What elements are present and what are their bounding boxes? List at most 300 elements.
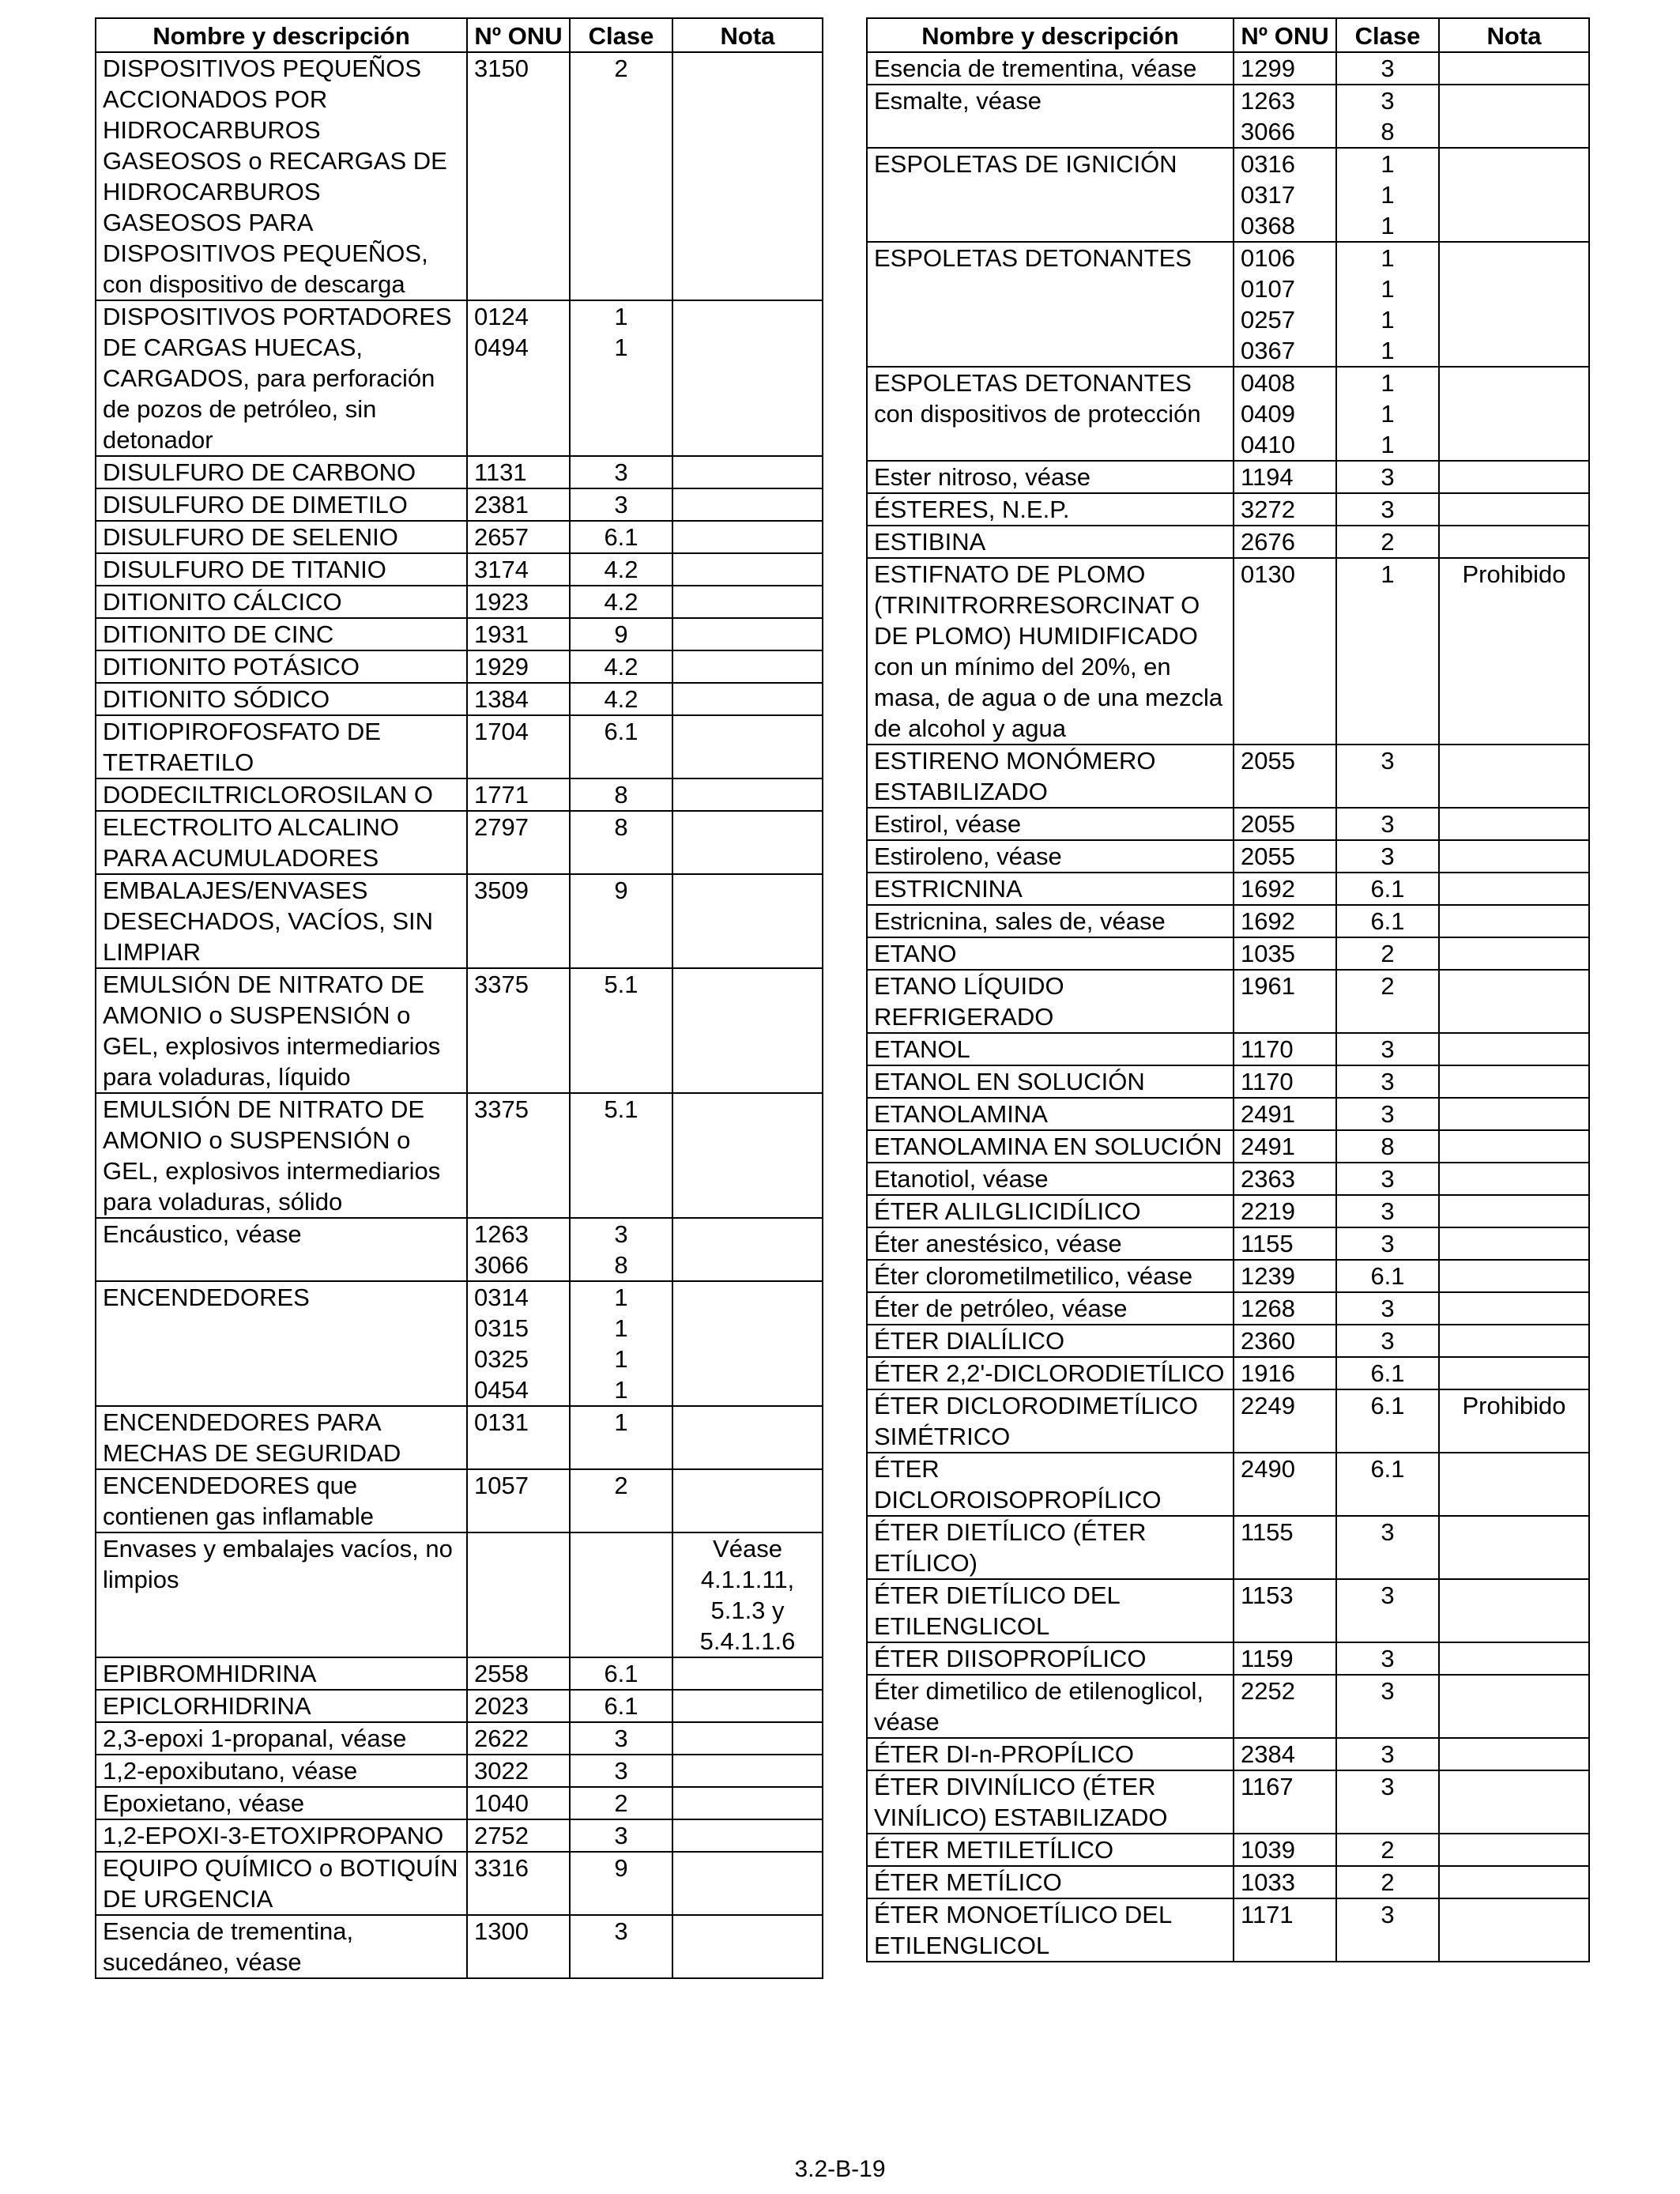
table-row: [867, 493, 1589, 526]
substance-name: Éter de petróleo, véase: [867, 1292, 1234, 1325]
un-number: [467, 521, 570, 553]
substance-name: ÉTER METILETÍLICO: [867, 1834, 1234, 1866]
note: [1439, 1453, 1589, 1516]
note: [1439, 1195, 1589, 1227]
note: [672, 521, 823, 553]
substance-name: Etanotiol, véase: [867, 1163, 1234, 1195]
un-number-value: 0454: [474, 1376, 529, 1404]
un-number-value: 0325: [474, 1345, 529, 1373]
hazard-class-value: 3: [1381, 1740, 1395, 1768]
hazard-class-value: 2: [1381, 1868, 1395, 1896]
un-number: [467, 683, 570, 715]
header-un-number: Nº ONU: [467, 18, 570, 52]
un-number: [1234, 1389, 1336, 1453]
note: [1439, 1292, 1589, 1325]
note: [1439, 1866, 1589, 1898]
un-number: [1234, 1579, 1336, 1642]
table-row: [96, 456, 823, 488]
hazard-class: [1336, 1770, 1439, 1834]
hazard-class-value: 3: [1381, 496, 1395, 523]
un-number: [1234, 1260, 1336, 1292]
substance-name: ETANO: [867, 937, 1234, 970]
note: [1439, 1770, 1589, 1834]
substance-name: DISPOSITIVOS PEQUEÑOS ACCIONADOS POR HIDROCARBUROS GASEOSOS o RECARGAS DE HIDROCARBUROS GASEOSOS PARA DISPOSITIVOS PEQUEÑOS, con dispositivo de descarga: [96, 52, 467, 300]
header-note: Nota: [1439, 18, 1589, 52]
un-number: [467, 1755, 570, 1787]
un-number: [467, 778, 570, 811]
right-table-body: [867, 52, 1589, 1962]
un-number-value: 1033: [1241, 1868, 1295, 1896]
un-number: [467, 1690, 570, 1722]
un-number: [1234, 808, 1336, 840]
hazard-class: [570, 650, 672, 683]
hazard-class-value: 3: [1381, 1197, 1395, 1225]
hazard-class-value: 3: [1381, 843, 1395, 870]
hazard-class-value: 2: [1381, 940, 1395, 967]
un-number-value: 3150: [474, 55, 529, 82]
hazard-class-value: 3: [1381, 463, 1395, 491]
hazard-class: [1336, 1453, 1439, 1516]
hazard-class-value: 1: [614, 1345, 628, 1373]
table-row: [867, 1389, 1589, 1453]
hazard-class-value: 8: [614, 781, 628, 809]
hazard-class-value: 6.1: [604, 1692, 638, 1720]
un-number-value: 1263: [474, 1220, 529, 1248]
un-number: [1234, 1642, 1336, 1675]
note: [672, 300, 823, 456]
un-number-value: 0408: [1241, 369, 1295, 397]
hazard-class-value: 3: [1381, 810, 1395, 838]
un-number-value: 1961: [1241, 972, 1295, 1000]
note: [672, 683, 823, 715]
table-row: [96, 1755, 823, 1787]
table-row: [867, 1770, 1589, 1834]
un-number-value: 2490: [1241, 1455, 1295, 1483]
table-row: [867, 873, 1589, 905]
substance-name: DITIONITO DE CINC: [96, 618, 467, 650]
note: [672, 553, 823, 586]
hazard-class: [570, 553, 672, 586]
hazard-class: [570, 811, 672, 874]
hazard-class-value: 1: [614, 1314, 628, 1342]
note: [672, 456, 823, 488]
table-row: [96, 521, 823, 553]
un-number: [1234, 937, 1336, 970]
note: [1439, 1325, 1589, 1357]
hazard-class-value: 1: [1381, 560, 1395, 588]
substance-name: Éter clorometilmetilico, véase: [867, 1260, 1234, 1292]
un-number: [1234, 367, 1336, 461]
note: Véase 4.1.1.11, 5.1.3 y 5.4.1.1.6: [672, 1532, 823, 1657]
table-row: [867, 1738, 1589, 1770]
table-row: [96, 1852, 823, 1915]
substance-name: DITIONITO POTÁSICO: [96, 650, 467, 683]
un-number: [1234, 1292, 1336, 1325]
table-row: [867, 745, 1589, 808]
note: [672, 488, 823, 521]
table-row: [867, 1579, 1589, 1642]
header-class: Clase: [570, 18, 672, 52]
hazard-class-value: 3: [1381, 1773, 1395, 1800]
substance-name: Éter dimetilico de etilenoglicol, véase: [867, 1675, 1234, 1738]
substance-name: ÉSTERES, N.E.P.: [867, 493, 1234, 526]
table-row: [96, 811, 823, 874]
un-number: [1234, 242, 1336, 367]
un-number: [467, 1787, 570, 1819]
substance-name: ESPOLETAS DETONANTES con dispositivos de protección: [867, 367, 1234, 461]
un-number: [467, 1915, 570, 1978]
un-number-value: 1239: [1241, 1262, 1295, 1290]
substance-name: Esmalte, véase: [867, 85, 1234, 148]
hazard-class: [1336, 1516, 1439, 1579]
note: [672, 52, 823, 300]
hazard-class-value: 1: [614, 1284, 628, 1311]
hazard-class-value: 6.1: [1370, 1262, 1405, 1290]
substance-name: ÉTER DIISOPROPÍLICO: [867, 1642, 1234, 1675]
note: [672, 650, 823, 683]
note: [1439, 905, 1589, 937]
un-number: [467, 1469, 570, 1532]
hazard-class-value: 3: [1381, 1068, 1395, 1095]
table-row: [96, 586, 823, 618]
hazard-class-value: 3: [614, 1757, 628, 1785]
table-row: [867, 1357, 1589, 1389]
un-number: [1234, 461, 1336, 493]
un-number-value: 0367: [1241, 337, 1295, 364]
un-number-value: 3375: [474, 1095, 529, 1123]
note: [672, 1819, 823, 1852]
hazard-class-value: 3: [1381, 1035, 1395, 1063]
hazard-class: [570, 683, 672, 715]
hazard-class: [1336, 1065, 1439, 1098]
hazard-class: [570, 52, 672, 300]
table-row: [867, 1866, 1589, 1898]
hazard-class: [1336, 1292, 1439, 1325]
hazard-class: [570, 1469, 672, 1532]
substance-name: EQUIPO QUÍMICO o BOTIQUÍN DE URGENCIA: [96, 1852, 467, 1915]
un-number: [1234, 1227, 1336, 1260]
hazard-class-value: 2: [1381, 1836, 1395, 1864]
hazard-class: [1336, 1260, 1439, 1292]
substance-name: DITIONITO CÁLCICO: [96, 586, 467, 618]
note: [672, 778, 823, 811]
note: [1439, 970, 1589, 1033]
table-row: [96, 1787, 823, 1819]
substance-name: ÉTER DIALÍLICO: [867, 1325, 1234, 1357]
un-number-value: 3375: [474, 971, 529, 998]
table-header-row: [96, 18, 823, 52]
un-number: [1234, 1453, 1336, 1516]
hazard-class-value: 6.1: [1370, 907, 1405, 935]
substance-name: DISPOSITIVOS PORTADORES DE CARGAS HUECAS, CARGADOS, para perforación de pozos de petróleo, sin detonador: [96, 300, 467, 456]
un-number: [467, 300, 570, 456]
hazard-class: [570, 1722, 672, 1755]
substance-name: ESPOLETAS DE IGNICIÓN: [867, 148, 1234, 242]
hazard-class-value: 1: [614, 303, 628, 330]
hazard-class: [570, 1755, 672, 1787]
hazard-class: [570, 1406, 672, 1469]
un-number: [1234, 1770, 1336, 1834]
note: [1439, 493, 1589, 526]
hazard-class: [1336, 461, 1439, 493]
un-number-value: 0409: [1241, 400, 1295, 428]
un-number-value: 3066: [1241, 118, 1295, 145]
hazard-class-value: 2: [1381, 528, 1395, 556]
left-dangerous-goods-table: [95, 17, 823, 1979]
hazard-class: [1336, 1098, 1439, 1130]
hazard-class-value: 9: [614, 876, 628, 904]
hazard-class-value: 2: [614, 1472, 628, 1499]
substance-name: ETANOLAMINA: [867, 1098, 1234, 1130]
table-row: [867, 1227, 1589, 1260]
hazard-class: [1336, 873, 1439, 905]
hazard-class: [1336, 1834, 1439, 1866]
hazard-class-value: 5.1: [604, 971, 638, 998]
hazard-class-value: 1: [1381, 369, 1395, 397]
un-number-value: 0130: [1241, 560, 1295, 588]
hazard-class-value: 6.1: [1370, 875, 1405, 903]
un-number-value: 1268: [1241, 1295, 1295, 1322]
substance-name: ÉTER DIETÍLICO (ÉTER ETÍLICO): [867, 1516, 1234, 1579]
hazard-class-value: 3: [1381, 87, 1395, 115]
hazard-class: [570, 1532, 672, 1657]
un-number-value: 1170: [1241, 1035, 1294, 1063]
note: [672, 1915, 823, 1978]
hazard-class-value: 6.1: [604, 523, 638, 551]
substance-name: DISULFURO DE DIMETILO: [96, 488, 467, 521]
note: [1439, 1357, 1589, 1389]
table-row: [96, 1218, 823, 1281]
hazard-class-value: 1: [1381, 181, 1395, 209]
hazard-class-value: 1: [1381, 337, 1395, 364]
note: [672, 1852, 823, 1915]
hazard-class-value: 3: [1381, 1677, 1395, 1705]
un-number-value: 1131: [474, 458, 527, 486]
substance-name: 2,3-epoxi 1-propanal, véase: [96, 1722, 467, 1755]
table-row: [867, 148, 1589, 242]
table-row: [867, 1033, 1589, 1065]
un-number: [1234, 873, 1336, 905]
un-number-value: 2219: [1241, 1197, 1295, 1225]
substance-name: ETANOLAMINA EN SOLUCIÓN: [867, 1130, 1234, 1163]
hazard-class-value: 8: [614, 1251, 628, 1279]
un-number-value: 2797: [474, 813, 529, 841]
un-number: [1234, 1163, 1336, 1195]
substance-name: Ester nitroso, véase: [867, 461, 1234, 493]
table-row: [96, 968, 823, 1093]
un-number: [467, 968, 570, 1093]
un-number-value: 2363: [1241, 1165, 1295, 1193]
un-number: [467, 1852, 570, 1915]
substance-name: Epoxietano, véase: [96, 1787, 467, 1819]
hazard-class-value: 3: [1381, 1230, 1395, 1257]
un-number: [1234, 1866, 1336, 1898]
substance-name: Estricnina, sales de, véase: [867, 905, 1234, 937]
hazard-class-value: 3: [614, 491, 628, 518]
table-row: [867, 1453, 1589, 1516]
un-number: [1234, 840, 1336, 873]
table-row: [96, 1915, 823, 1978]
un-number: [1234, 1325, 1336, 1357]
un-number-value: 2384: [1241, 1740, 1295, 1768]
un-number-value: 1299: [1241, 55, 1295, 82]
un-number: [467, 1722, 570, 1755]
substance-name: DISULFURO DE CARBONO: [96, 456, 467, 488]
hazard-class-value: 6.1: [1370, 1392, 1405, 1419]
substance-name: 1,2-epoxibutano, véase: [96, 1755, 467, 1787]
un-number-value: 1923: [474, 588, 529, 616]
table-row: [867, 242, 1589, 367]
note: [1439, 1098, 1589, 1130]
table-row: [867, 1260, 1589, 1292]
un-number-value: 1692: [1241, 875, 1295, 903]
table-row: [867, 1516, 1589, 1579]
substance-name: ESTIFNATO DE PLOMO (TRINITRORRESORCINAT O DE PLOMO) HUMIDIFICADO con un mínimo del 20%, en masa, de agua o de una mezcla de alcohol y agua: [867, 558, 1234, 745]
hazard-class: [570, 1819, 672, 1852]
hazard-class: [1336, 493, 1439, 526]
table-row: [96, 715, 823, 778]
un-number-value: 1929: [474, 653, 529, 680]
note: [1439, 1834, 1589, 1866]
note: [1439, 1579, 1589, 1642]
un-number-value: 3316: [474, 1854, 529, 1882]
hazard-class-value: 3: [1381, 1327, 1395, 1355]
un-number: [467, 1093, 570, 1218]
note: [672, 586, 823, 618]
hazard-class: [1336, 85, 1439, 148]
note: [1439, 1163, 1589, 1195]
hazard-class-value: 6.1: [604, 1660, 638, 1687]
hazard-class-value: 3: [614, 1917, 628, 1945]
note: [1439, 1898, 1589, 1962]
hazard-class: [570, 488, 672, 521]
un-number: [467, 1406, 570, 1469]
un-number-value: 1057: [474, 1472, 529, 1499]
hazard-class: [570, 715, 672, 778]
hazard-class: [1336, 1325, 1439, 1357]
un-number-value: 1159: [1241, 1645, 1294, 1672]
un-number: [1234, 905, 1336, 937]
note: [1439, 1130, 1589, 1163]
hazard-class: [1336, 1866, 1439, 1898]
table-row: [867, 1130, 1589, 1163]
un-number: [467, 650, 570, 683]
table-row: [867, 558, 1589, 745]
un-number-value: 1931: [474, 620, 529, 648]
note: [1439, 1065, 1589, 1098]
un-number: [467, 1657, 570, 1690]
un-number-value: 2657: [474, 523, 529, 551]
hazard-class: [570, 1218, 672, 1281]
un-number-value: 1704: [474, 718, 529, 745]
un-number-value: 0316: [1241, 150, 1295, 178]
note: [1439, 367, 1589, 461]
header-class: Clase: [1336, 18, 1439, 52]
hazard-class: [1336, 937, 1439, 970]
un-number: [1234, 148, 1336, 242]
hazard-class-value: 6.1: [1370, 1455, 1405, 1483]
note: [1439, 1738, 1589, 1770]
substance-name: 1,2-EPOXI-3-ETOXIPROPANO: [96, 1819, 467, 1852]
page-number: 3.2-B-19: [794, 2156, 886, 2182]
un-number-value: 0106: [1241, 244, 1295, 272]
un-number: [467, 586, 570, 618]
table-row: [867, 937, 1589, 970]
substance-name: DITIONITO SÓDICO: [96, 683, 467, 715]
hazard-class-value: 1: [1381, 275, 1395, 303]
un-number-value: 1263: [1241, 87, 1295, 115]
substance-name: Estirol, véase: [867, 808, 1234, 840]
note: [672, 1690, 823, 1722]
note: [1439, 937, 1589, 970]
substance-name: EMULSIÓN DE NITRATO DE AMONIO o SUSPENSIÓN o GEL, explosivos intermediarios para voladuras, líquido: [96, 968, 467, 1093]
table-row: [867, 1675, 1589, 1738]
note: [672, 1281, 823, 1406]
note: [672, 1755, 823, 1787]
hazard-class-value: 3: [1381, 1295, 1395, 1322]
hazard-class: [570, 300, 672, 456]
hazard-class-value: 4.2: [604, 685, 638, 713]
un-number-value: 1155: [1241, 1230, 1294, 1257]
hazard-class-value: 3: [614, 1220, 628, 1248]
table-row: [96, 874, 823, 968]
un-number: [1234, 52, 1336, 85]
substance-name: EMBALAJES/ENVASES DESECHADOS, VACÍOS, SIN LIMPIAR: [96, 874, 467, 968]
substance-name: EPIBROMHIDRINA: [96, 1657, 467, 1690]
hazard-class: [1336, 367, 1439, 461]
un-number-value: 2055: [1241, 747, 1295, 775]
substance-name: ESTRICNINA: [867, 873, 1234, 905]
hazard-class-value: 6.1: [604, 718, 638, 745]
substance-name: ETANOL EN SOLUCIÓN: [867, 1065, 1234, 1098]
un-number-value: 0257: [1241, 306, 1295, 334]
table-row: [96, 1690, 823, 1722]
table-row: [96, 300, 823, 456]
hazard-class-value: 1: [614, 1408, 628, 1436]
table-row: [867, 1195, 1589, 1227]
table-row: [96, 1722, 823, 1755]
un-number-value: 0410: [1241, 431, 1295, 458]
hazard-class: [1336, 808, 1439, 840]
hazard-class-value: 1: [1381, 212, 1395, 239]
un-number: [1234, 1098, 1336, 1130]
un-number-value: 2491: [1241, 1100, 1295, 1128]
un-number-value: 3066: [474, 1251, 529, 1279]
hazard-class-value: 1: [1381, 150, 1395, 178]
hazard-class: [1336, 1738, 1439, 1770]
hazard-class: [1336, 745, 1439, 808]
hazard-class: [570, 1690, 672, 1722]
un-number: [1234, 745, 1336, 808]
table-row: [867, 1098, 1589, 1130]
hazard-class: [570, 1915, 672, 1978]
header-name: Nombre y descripción: [867, 18, 1234, 52]
note: Prohibido: [1439, 558, 1589, 745]
note: [672, 618, 823, 650]
hazard-class-value: 3: [1381, 747, 1395, 775]
substance-name: ETANO LÍQUIDO REFRIGERADO: [867, 970, 1234, 1033]
hazard-class: [1336, 1163, 1439, 1195]
hazard-class-value: 3: [614, 1725, 628, 1752]
table-row: [96, 1469, 823, 1532]
table-row: [867, 461, 1589, 493]
table-row: [96, 52, 823, 300]
un-number-value: 2558: [474, 1660, 529, 1687]
un-number-value: 1692: [1241, 907, 1295, 935]
un-number-value: 2491: [1241, 1133, 1295, 1160]
un-number-value: 3509: [474, 876, 529, 904]
note: [672, 874, 823, 968]
